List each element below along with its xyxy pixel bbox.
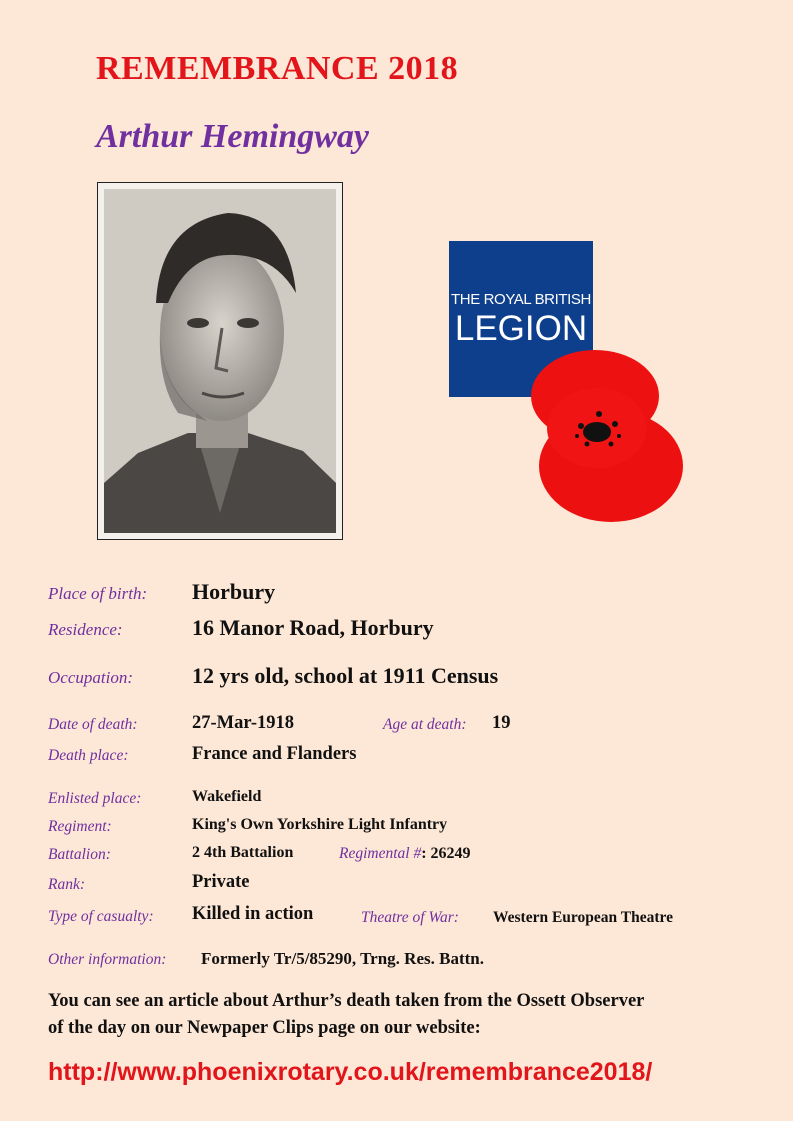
page-title: REMEMBRANCE 2018 — [96, 50, 459, 87]
date-of-death-value: 27-Mar-1918 — [192, 713, 295, 733]
place-of-birth-value: Horbury — [192, 579, 276, 604]
website-link[interactable]: http://www.phoenixrotary.co.uk/remembrance2018/ — [48, 1058, 653, 1086]
age-at-death-label: Age at death: — [383, 716, 467, 733]
type-of-casualty-label: Type of casualty: — [48, 908, 154, 925]
occupation-value: 12 yrs old, school at 1911 Census — [192, 663, 499, 688]
other-information-value: Formerly Tr/5/85290, Trng. Res. Battn. — [201, 949, 484, 968]
battalion-value: 2 4th Battalion — [192, 844, 294, 861]
enlisted-place-label: Enlisted place: — [48, 790, 142, 807]
age-at-death-value: 19 — [492, 713, 511, 733]
regimental-number — [339, 845, 471, 863]
death-place-label: Death place: — [48, 747, 129, 764]
logo-line-1: THE ROYAL BRITISH — [451, 291, 591, 308]
theatre-of-war-label: Theatre of War: — [361, 909, 459, 926]
other-information-label: Other information: — [48, 951, 167, 968]
article-note — [48, 988, 768, 1042]
article-note-line-1: You can see an article about Arthur’s death taken from the Ossett Observer — [48, 991, 645, 1011]
place-of-birth-label: Place of birth: — [48, 584, 148, 603]
rank-label: Rank: — [48, 876, 86, 893]
battalion-label: Battalion: — [48, 846, 111, 863]
logo-line-2: LEGION — [454, 309, 588, 348]
rank-value: Private — [192, 872, 250, 892]
residence-value: 16 Manor Road, Horbury — [192, 615, 434, 640]
poppy-icon — [527, 348, 687, 524]
residence-label: Residence: — [48, 620, 123, 639]
type-of-casualty-value: Killed in action — [192, 904, 314, 924]
regimental-number-value: : 26249 — [421, 845, 471, 862]
regiment-label: Regiment: — [48, 818, 112, 835]
article-note-line-2: of the day on our Newpaper Clips page on our website: — [48, 1018, 481, 1038]
regimental-number-label: Regimental # — [339, 845, 422, 862]
date-of-death-label: Date of death: — [48, 716, 138, 733]
regiment-value: King's Own Yorkshire Light Infantry — [192, 816, 448, 833]
portrait-image — [98, 183, 342, 539]
portrait-photo — [97, 182, 343, 540]
death-place-value: France and Flanders — [192, 744, 357, 764]
person-name: Arthur Hemingway — [96, 118, 370, 155]
occupation-label: Occupation: — [48, 668, 133, 687]
enlisted-place-value: Wakefield — [192, 788, 262, 805]
theatre-of-war-value: Western European Theatre — [493, 909, 673, 926]
